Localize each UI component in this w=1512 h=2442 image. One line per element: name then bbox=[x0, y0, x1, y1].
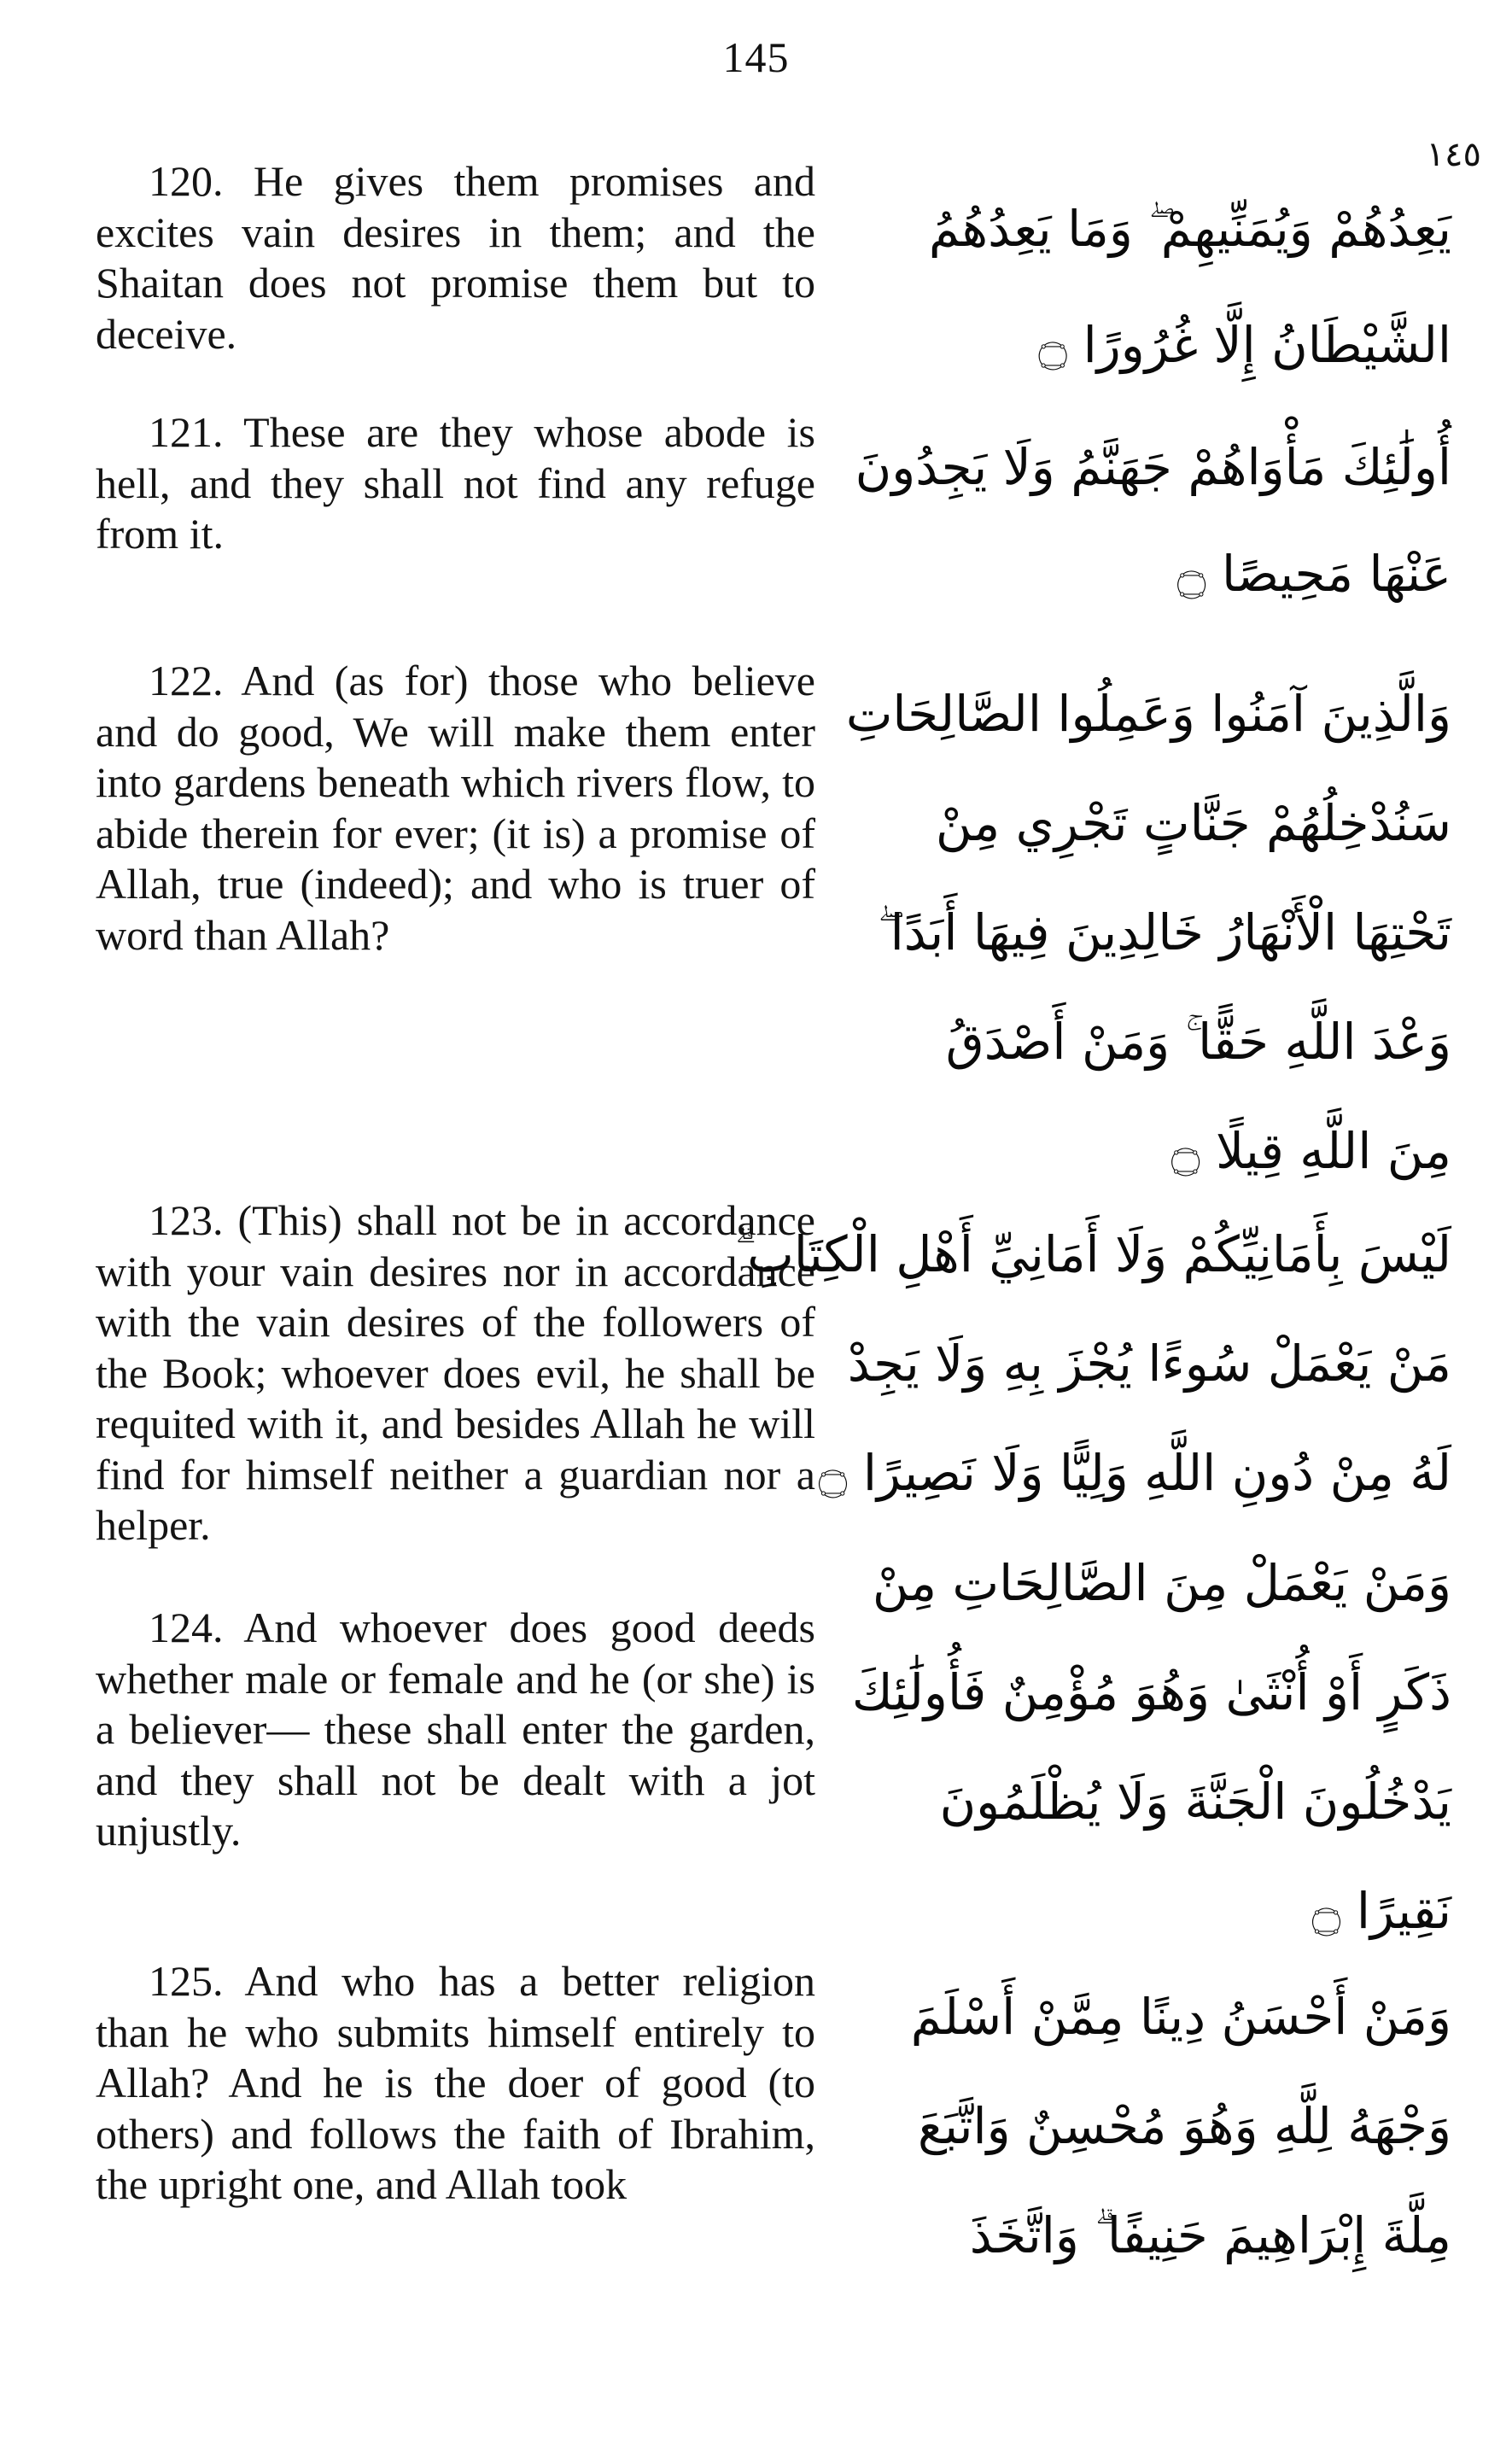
arabic-line: وَعْدَ اللَّهِ حَقًّا ۚ وَمَنْ أَصْدَقُ bbox=[945, 1013, 1451, 1071]
arabic-line: يَعِدُهُمْ وَيُمَنِّيهِمْ ۖ وَمَا يَعِدُهُمُ bbox=[928, 200, 1451, 258]
arabic-line: سَنُدْخِلُهُمْ جَنَّاتٍ تَجْرِي مِنْ bbox=[935, 794, 1451, 852]
verse-125-arabic bbox=[862, 1962, 1451, 2290]
verse-122-arabic bbox=[845, 659, 1451, 1206]
page-number: 145 bbox=[722, 33, 790, 81]
arabic-line: ذَكَرٍ أَوْ أُنْثَىٰ وَهُوَ مُؤْمِنٌ فَأُولَٰئِكَ bbox=[851, 1663, 1451, 1721]
arabic-page-number: ١٤٥ bbox=[1426, 135, 1481, 174]
arabic-line: لَهُ مِنْ دُونِ اللَّهِ وَلِيًّا وَلَا نَصِيرًا ۝ bbox=[818, 1444, 1451, 1502]
arabic-line: عَنْهَا مَحِيصًا ۝ bbox=[1176, 545, 1451, 603]
verse-122-translation: 122. And (as for) those who believe and do good, We will make them enter into gardens beneath which rivers flow, to abide therein for ever; (it is) a promise of Allah, true (indeed); and who is truer of word than Allah? bbox=[96, 657, 815, 959]
verse-121-arabic bbox=[855, 414, 1451, 628]
arabic-line: وَجْهَهُ لِلَّهِ وَهُوَ مُحْسِنٌ وَاتَّبَعَ bbox=[917, 2097, 1451, 2155]
verse-123-arabic bbox=[734, 1200, 1451, 1528]
arabic-line: الشَّيْطَانُ إِلَّا غُرُورًا ۝ bbox=[1038, 316, 1451, 374]
arabic-line: وَمَنْ يَعْمَلْ مِنَ الصَّالِحَاتِ مِنْ bbox=[872, 1554, 1451, 1612]
arabic-line: لَيْسَ بِأَمَانِيِّكُمْ وَلَا أَمَانِيِّ أَهْلِ الْكِتَابِ ۗ bbox=[734, 1225, 1451, 1283]
arabic-line: نَقِيرًا ۝ bbox=[1311, 1882, 1451, 1940]
verse-123-translation: 123. (This) shall not be in accordance with your vain desires nor in accordance with the vain desires of the followers of the Book; whoever does evil, he shall be requited with it, and besides Allah he will find for himself neither a guardian nor a helper. bbox=[96, 1196, 815, 1549]
arabic-line: تَحْتِهَا الْأَنْهَارُ خَالِدِينَ فِيهَا أَبَدًا ۖ bbox=[878, 903, 1451, 961]
verse-125-translation: 125. And who has a better religion than he who submits himself entirely to Allah? And he is the doer of good (to others) and follows the faith of Ibrahim, the upright one, and Allah took bbox=[96, 1957, 815, 2208]
arabic-line: أُولَٰئِكَ مَأْوَاهُمْ جَهَنَّمُ وَلَا يَجِدُونَ bbox=[855, 438, 1451, 496]
verse-120-arabic bbox=[862, 171, 1451, 403]
arabic-line: وَالَّذِينَ آمَنُوا وَعَمِلُوا الصَّالِحَاتِ bbox=[845, 685, 1451, 743]
arabic-line: مِنَ اللَّهِ قِيلًا ۝ bbox=[1170, 1122, 1451, 1180]
arabic-line: مَنْ يَعْمَلْ سُوءًا يُجْزَ بِهِ وَلَا يَجِدْ bbox=[847, 1335, 1451, 1393]
verse-121-translation: 121. These are they whose abode is hell, and they shall not find any refuge from it. bbox=[96, 408, 815, 558]
arabic-line: وَمَنْ أَحْسَنُ دِينًا مِمَّنْ أَسْلَمَ bbox=[910, 1988, 1451, 2046]
arabic-line: يَدْخُلُونَ الْجَنَّةَ وَلَا يُظْلَمُونَ bbox=[939, 1773, 1451, 1831]
arabic-line: مِلَّةَ إِبْرَاهِيمَ حَنِيفًا ۗ وَاتَّخَذَ bbox=[969, 2206, 1451, 2264]
verse-120-translation: 120. He gives them promises and excites vain desires in them; and the Shaitan does not promise them but to deceive. bbox=[96, 157, 815, 358]
verse-124-arabic bbox=[851, 1528, 1451, 1966]
verse-124-translation: 124. And whoever does good deeds whether male or female and he (or she) is a believer— these shall enter the garden, and they shall not be dealt with a jot unjustly. bbox=[96, 1604, 815, 1855]
